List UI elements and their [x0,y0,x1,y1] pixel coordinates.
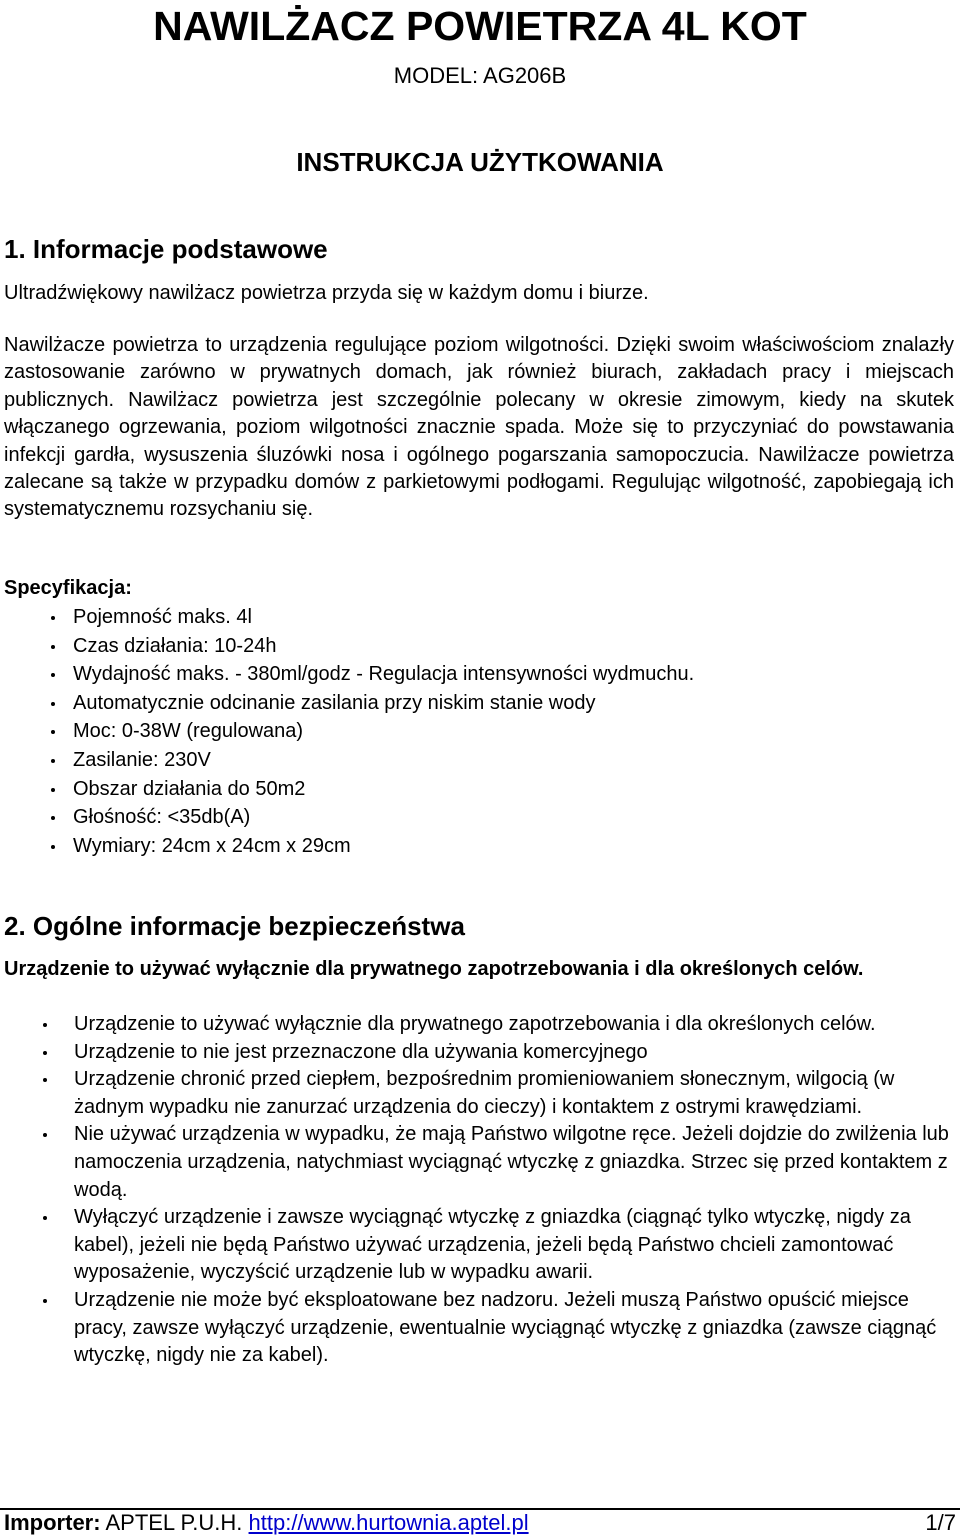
safety-item: Wyłączyć urządzenie i zawsze wyciągnąć wtyczkę z gniazdka (ciągnąć tylko wtyczkę, nigdy za kabel), jeżeli nie będą Państwo używać urządzenia, jeżeli będą Państwo chcieli zamontować wyposażenie, wyczyścić urządzenie lub w wypadku awarii. [0,1204,956,1287]
safety-list [0,1011,956,1370]
model-number: MODEL: AG206B [393,63,567,88]
spec-item: Zasilanie: 230V [0,746,694,775]
spec-item: Głośność: <35db(A) [0,803,694,832]
spec-item: Wymiary: 24cm x 24cm x 29cm [0,832,694,861]
importer-website-link[interactable]: http://www.hurtownia.aptel.pl [248,1510,529,1535]
safety-item: Nie używać urządzenia w wypadku, że mają Państwo wilgotne ręce. Jeżeli dojdzie do zwilżenia lub namoczenia urządzenia, natychmiast wyciągnąć wtyczkę z gniazdka. Strzec się przed kontaktem z wodą. [0,1121,956,1204]
safety-item: Urządzenie to nie jest przeznaczone dla używania komercyjnego [0,1039,956,1067]
page-number: 1/7 [925,1510,956,1535]
section-1-paragraph: Nawilżacze powietrza to urządzenia regulujące poziom wilgotności. Dzięki swoim właściwościom znalazły zastosowanie zarówno w prywatnych domach, jak również biurach, zakładach pracy i miejscach publicznych. Nawilżacz powietrza jest szczególnie polecany w okresie zimowym, kiedy na skutek włączanego ogrzewania, poziom wilgotności znacznie spada. Może się to przyczyniać do powstawania infekcji gardła, wysuszenia śluzówki nosa i ogólnego pogarszania samopoczucia. Nawilżacze powietrza zalecane są także w przypadku domów z parkietowymi podłogami. Regulując wilgotność, zapobiegają ich systematycznemu rozsychaniu się. [4,334,954,521]
importer-label: Importer: [4,1510,101,1535]
safety-item: Urządzenie to używać wyłącznie dla prywatnego zapotrzebowania i dla określonych celów. [0,1011,956,1039]
spec-item: Pojemność maks. 4l [0,603,694,632]
spec-item: Obszar działania do 50m2 [0,775,694,804]
section-1-intro: Ultradźwiękowy nawilżacz powietrza przyda się w każdym domu i biurze. [4,282,649,304]
section-2-lead: Urządzenie to używać wyłącznie dla prywatnego zapotrzebowania i dla określonych celów. [4,958,864,980]
spec-item: Moc: 0-38W (regulowana) [0,717,694,746]
section-1-heading: 1. Informacje podstawowe [4,234,328,264]
document-title: NAWILŻACZ POWIETRZA 4L KOT [153,3,807,49]
safety-item: Urządzenie chronić przed ciepłem, bezpośrednim promieniowaniem słonecznym, wilgocią (w żadnym wypadku nie zanurzać urządzenia do cieczy) i kontaktem z ostrymi krawędziami. [0,1066,956,1121]
section-2-heading: 2. Ogólne informacje bezpieczeństwa [4,911,465,941]
specification-heading: Specyfikacja: [4,577,132,599]
instructions-heading: INSTRUKCJA UŻYTKOWANIA [296,147,664,177]
safety-item: Urządzenie nie może być eksploatowane bez nadzoru. Jeżeli muszą Państwo opuścić miejsce pracy, zawsze wyłączyć urządzenie, ewentualnie wyciągnąć wtyczkę z gniazdka (zawsze ciągnąć wtyczkę, nigdy nie za kabel). [0,1287,956,1370]
footer [4,1509,960,1536]
specification-list [0,603,694,860]
spec-item: Czas działania: 10-24h [0,632,694,661]
spec-item: Automatycznie odcinanie zasilania przy niskim stanie wody [0,689,694,718]
importer-company: APTEL P.U.H. [105,1510,243,1535]
spec-item: Wydajność maks. - 380ml/godz - Regulacja intensywności wydmuchu. [0,660,694,689]
